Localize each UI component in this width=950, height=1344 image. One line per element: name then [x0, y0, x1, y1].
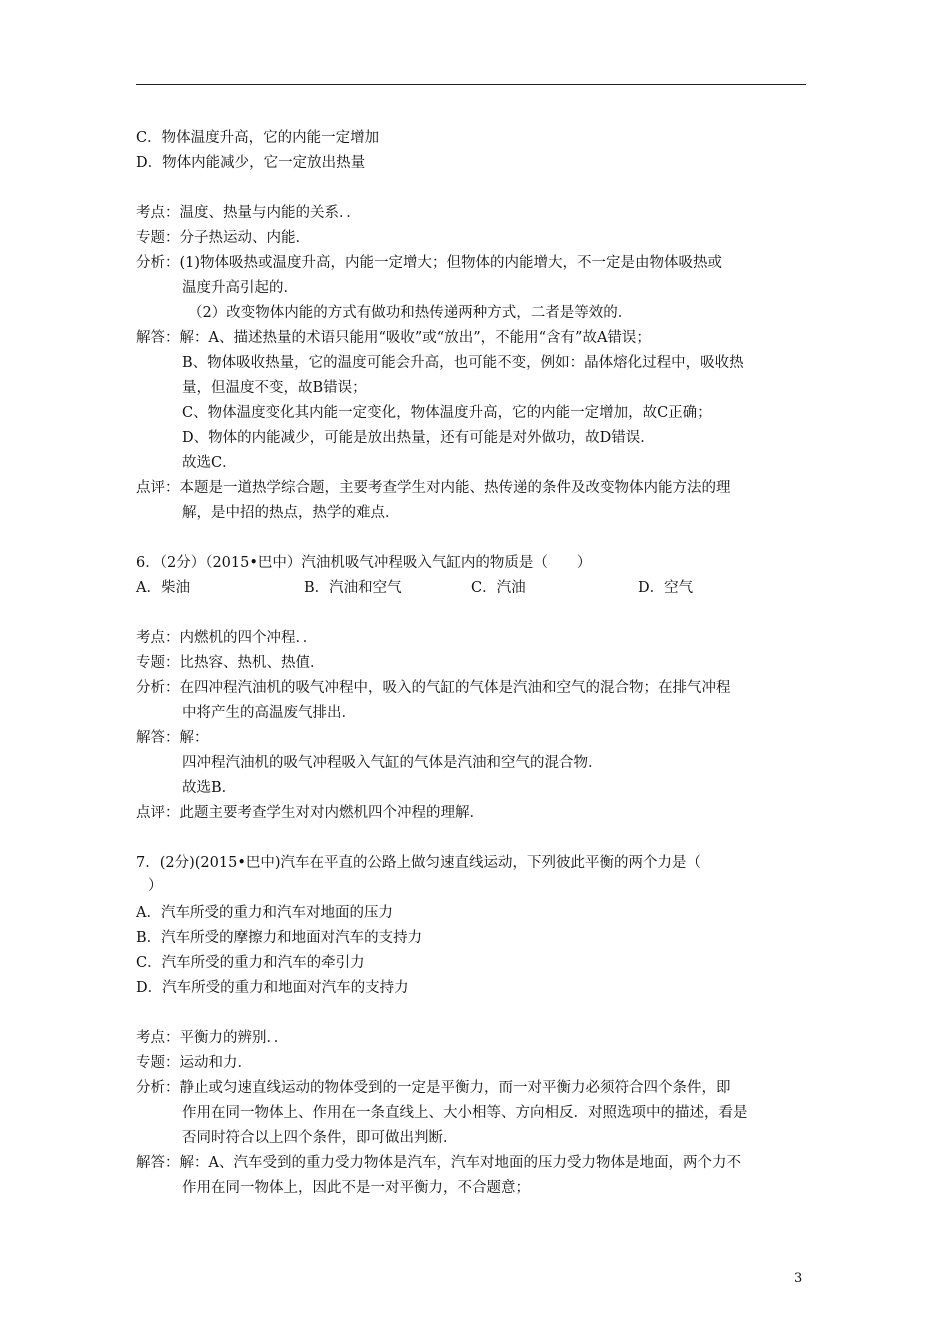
q7-jieda-2: 作用在同一物体上，因此不是一对平衡力，不合题意；: [182, 1180, 530, 1196]
q5-jieda-6: 故选C．: [182, 455, 237, 471]
q6-jieda-2: 四冲程汽油机的吸气冲程吸入气缸的气体是汽油和空气的混合物．: [182, 755, 603, 771]
q7-jieda-1: 解答：解：A、汽车受到的重力受力物体是汽车，汽车对地面的压力受力物体是地面，两个力不: [136, 1155, 741, 1171]
q5-fenxi-2: 温度升高引起的．: [182, 280, 298, 296]
page-number: 3: [794, 1271, 803, 1286]
q5-jieda-5: D、物体的内能减少，可能是放出热量，还有可能是对外做功，故D错误．: [182, 430, 655, 446]
q5-jieda-3: 量，但温度不变，故B错误；: [182, 380, 367, 396]
q6-jieda-1: 解答：解：: [136, 730, 209, 746]
q6-jieda-3: 故选B．: [182, 780, 237, 796]
q6-zhuanti: 专题：比热容、热机、热值．: [136, 655, 325, 671]
q5-fenxi-1: 分析：(1)物体吸热或温度升高，内能一定增大；但物体的内能增大，不一定是由物体吸热或: [136, 255, 723, 271]
q7-fenxi-2: 作用在同一物体上、作用在一条直线上、大小相等、方向相反．对照选项中的描述，看是: [182, 1105, 748, 1121]
q6-stem: 6．（2分）（2015•巴中）汽油机吸气冲程吸入气缸内的物质是（ ）: [136, 555, 592, 571]
q7-stem-1: 7．(2分)(2015•巴中)汽车在平直的公路上做匀速直线运动，下列彼此平衡的两个力是（: [136, 855, 702, 871]
q7-option-c: C．汽车所受的重力和汽车的牵引力: [136, 955, 365, 971]
q7-option-b: B．汽车所受的摩擦力和地面对汽车的支持力: [136, 930, 423, 946]
q5-jieda-2: B、物体吸收热量，它的温度可能会升高，也可能不变，例如：晶体熔化过程中，吸收热: [182, 355, 744, 371]
q7-stem-2: ）: [148, 878, 163, 894]
q5-option-c: C．物体温度升高，它的内能一定增加: [136, 130, 380, 146]
q7-option-d: D．汽车所受的重力和地面对汽车的支持力: [136, 980, 409, 996]
q5-fenxi-3: （2）改变物体内能的方式有做功和热传递两种方式，二者是等效的．: [188, 305, 633, 321]
q7-kaodian: 考点：平衡力的辨别．．: [136, 1030, 289, 1046]
q6-option-c: C．汽油: [471, 580, 526, 596]
q7-zhuanti: 专题：运动和力．: [136, 1055, 252, 1071]
q6-dianping: 点评：此题主要考查学生对对内燃机四个冲程的理解．: [136, 805, 484, 821]
q6-fenxi-2: 中将产生的高温废气排出．: [182, 705, 356, 721]
q6-fenxi-1: 分析：在四冲程汽油机的吸气冲程中，吸入的气缸的气体是汽油和空气的混合物；在排气冲程: [136, 680, 731, 696]
q6-option-b: B．汽油和空气: [304, 580, 402, 596]
q5-option-d: D．物体内能减少，它一定放出热量: [136, 155, 366, 171]
q7-fenxi-1: 分析：静止或匀速直线运动的物体受到的一定是平衡力，而一对平衡力必须符合四个条件，即: [136, 1080, 731, 1096]
q5-jieda-1: 解答：解：A、描述热量的术语只能用“吸收”或“放出”，不能用“含有”故A错误；: [136, 330, 651, 346]
q5-jieda-4: C、物体温度变化其内能一定变化，物体温度升高，它的内能一定增加，故C正确；: [182, 405, 712, 421]
q5-zhuanti: 专题：分子热运动、内能．: [136, 230, 310, 246]
q5-kaodian: 考点：温度、热量与内能的关系．．: [136, 205, 361, 221]
q6-kaodian: 考点：内燃机的四个冲程．．: [136, 630, 318, 646]
q7-fenxi-3: 否同时符合以上四个条件，即可做出判断．: [182, 1130, 458, 1146]
q7-option-a: A．汽车所受的重力和汽车对地面的压力: [136, 905, 393, 921]
q6-option-a: A．柴油: [136, 580, 190, 596]
q6-option-d: D．空气: [638, 580, 694, 596]
header-rule: [136, 84, 806, 85]
q5-dianping-2: 解，是中招的热点，热学的难点．: [182, 505, 400, 521]
q5-dianping-1: 点评：本题是一道热学综合题，主要考查学生对内能、热传递的条件及改变物体内能方法的理: [136, 480, 731, 496]
